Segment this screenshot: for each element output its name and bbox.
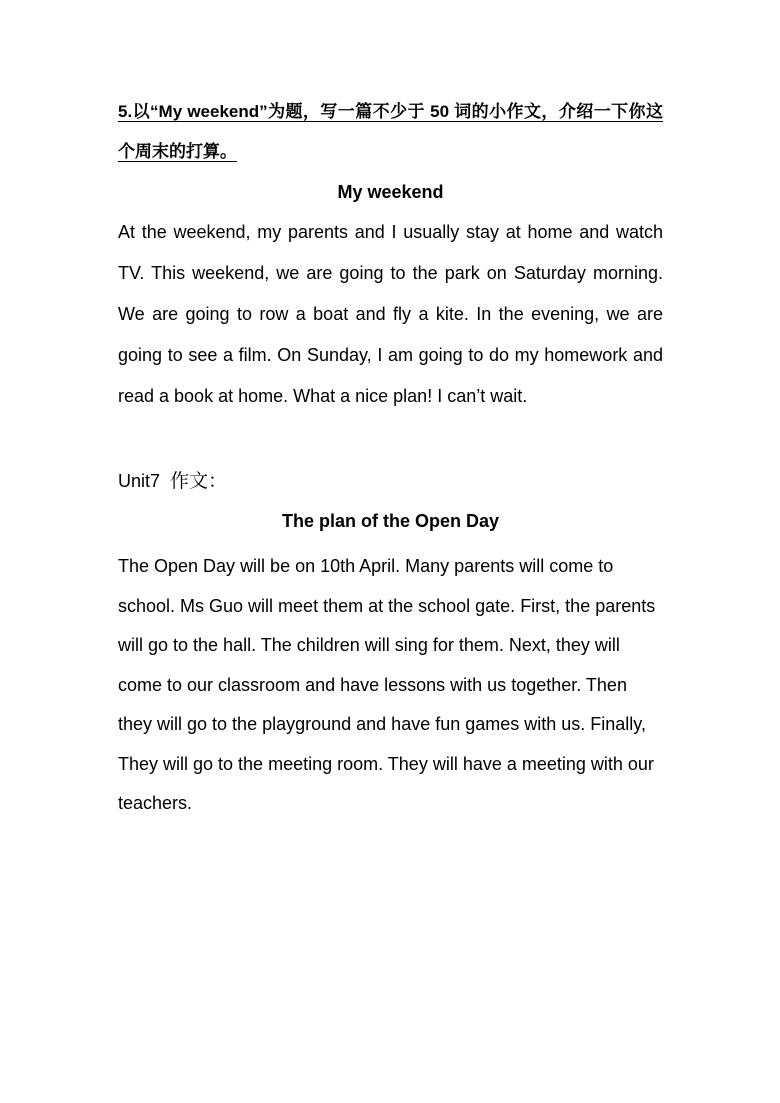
unit7-label-cn: 作文：: [170, 470, 228, 492]
essay-2-title: The plan of the Open Day: [281, 511, 500, 531]
writing-prompt: 5.以“My weekend”为题，写一篇不少于 50 词的小作文，介绍一下你这个周末的打算。: [118, 102, 663, 161]
document-page: [118, 92, 663, 824]
unit7-label: Unit7: [118, 471, 161, 491]
unit7-heading: [118, 461, 663, 501]
essay-1-title: My weekend: [337, 182, 444, 202]
essay-2-body: The Open Day will be on 10th April. Many parents will come to school. Ms Guo will meet them at the school gate. First, the parents will go to the hall. The children will sing for them. Next, they will come to our classroom and have lessons with us together. Then they will go to the playground and have fun games with us. Finally, They will go to the meeting room. They will have a meeting with our teachers.: [118, 556, 656, 813]
essay-1-body: At the weekend, my parents and I usually stay at home and watch TV. This weekend, we are going to the park on Saturday morning. We are going to row a boat and fly a kite. In the evening, we are going to see a film. On Sunday, I am going to do my homework and read a book at home. What a nice plan! I can’t wait.: [118, 222, 663, 406]
